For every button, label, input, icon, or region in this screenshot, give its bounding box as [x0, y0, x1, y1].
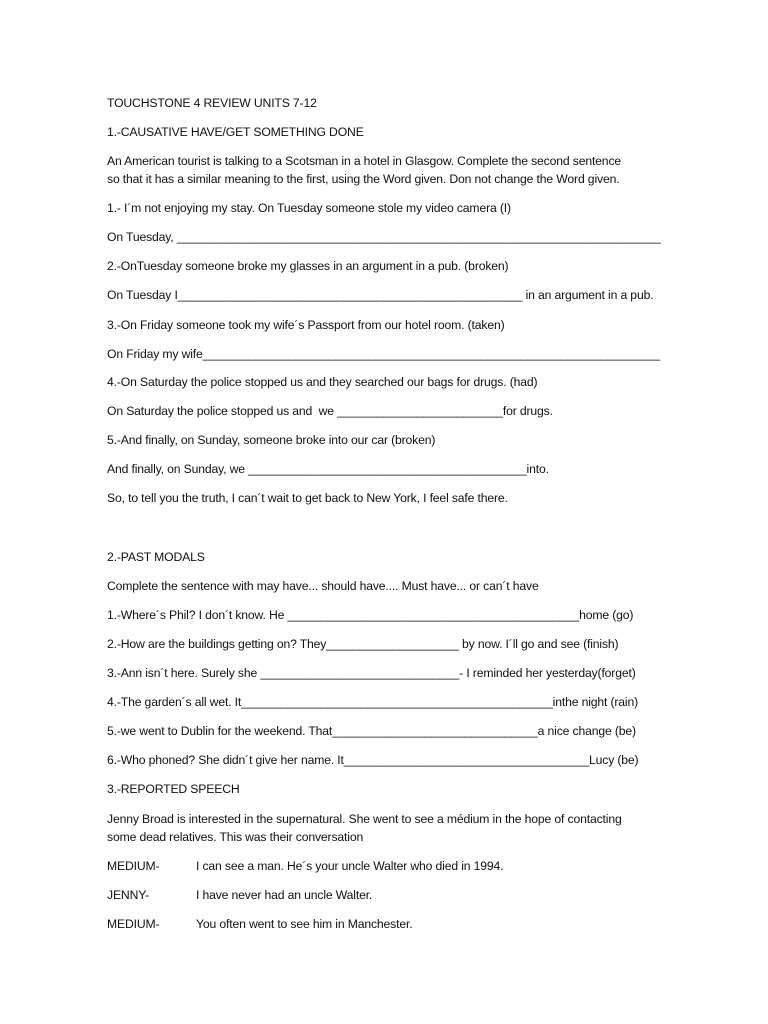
section3-intro-line1: Jenny Broad is interested in the supernatural. She went to see a médium in the hope of contacting [107, 812, 622, 826]
section2-item3: 3.-Ann isn´t here. Surely she ______________________________- I reminded her yesterday(forget) [107, 666, 636, 680]
dialogue-line: I can see a man. He´s your uncle Walter who died in 1994. [196, 859, 504, 873]
section1-intro-line2: so that it has a similar meaning to the first, using the Word given. Don not change the Word given. [107, 172, 620, 186]
section2-item5: 5.-we went to Dublin for the weekend. That_______________________________a nice change (be) [107, 724, 636, 738]
dialogue-line: You often went to see him in Manchester. [196, 917, 413, 931]
section1-item4-answer: On Saturday the police stopped us and we _________________________for drugs. [107, 404, 553, 418]
dialogue-line: I have never had an uncle Walter. [196, 888, 373, 902]
section1-item2-answer: On Tuesday I____________________________________________________ in an argument in a pub. [107, 288, 654, 302]
section1-intro-line1: An American tourist is talking to a Scotsman in a hotel in Glasgow. Complete the second sentence [107, 154, 622, 168]
section2-item6: 6.-Who phoned? She didn´t give her name. It_____________________________________Lucy (be) [107, 753, 639, 767]
section1-item2-question: 2.-OnTuesday someone broke my glasses in an argument in a pub. (broken) [107, 259, 509, 273]
section2-heading: 2.-PAST MODALS [107, 550, 205, 564]
section3-heading: 3.-REPORTED SPEECH [107, 782, 240, 796]
section2-item4: 4.-The garden´s all wet. It_______________________________________________inthe night (rain) [107, 695, 639, 709]
section1-item3-question: 3.-On Friday someone took my wife´s Passport from our hotel room. (taken) [107, 318, 505, 332]
section2-item2: 2.-How are the buildings getting on? They____________________ by now. I´ll go and see (finish) [107, 637, 619, 651]
section1-item1-question: 1.- I´m not enjoying my stay. On Tuesday someone stole my video camera (I) [107, 201, 511, 215]
dialogue-speaker: MEDIUM- [107, 859, 160, 873]
section1-item3-answer: On Friday my wife_____________________________________________________________________ [107, 347, 660, 361]
section1-item5-question: 5.-And finally, on Sunday, someone broke into our car (broken) [107, 433, 436, 447]
section3-intro-line2: some dead relatives. This was their conversation [107, 830, 364, 844]
section1-item4-question: 4.-On Saturday the police stopped us and they searched our bags for drugs. (had) [107, 375, 538, 389]
section1-item5-answer: And finally, on Sunday, we __________________________________________into. [107, 462, 549, 476]
section1-closing: So, to tell you the truth, I can´t wait to get back to New York, I feel safe there. [107, 491, 508, 505]
dialogue-speaker: JENNY- [107, 888, 149, 902]
section2-intro: Complete the sentence with may have... should have.... Must have... or can´t have [107, 579, 539, 593]
section1-item1-answer: On Tuesday, _________________________________________________________________________ [107, 230, 661, 244]
document-title: TOUCHSTONE 4 REVIEW UNITS 7-12 [107, 96, 317, 110]
section1-heading: 1.-CAUSATIVE HAVE/GET SOMETHING DONE [107, 125, 364, 139]
section2-item1: 1.-Where´s Phil? I don´t know. He ____________________________________________home (go) [107, 608, 634, 622]
dialogue-speaker: MEDIUM- [107, 917, 160, 931]
